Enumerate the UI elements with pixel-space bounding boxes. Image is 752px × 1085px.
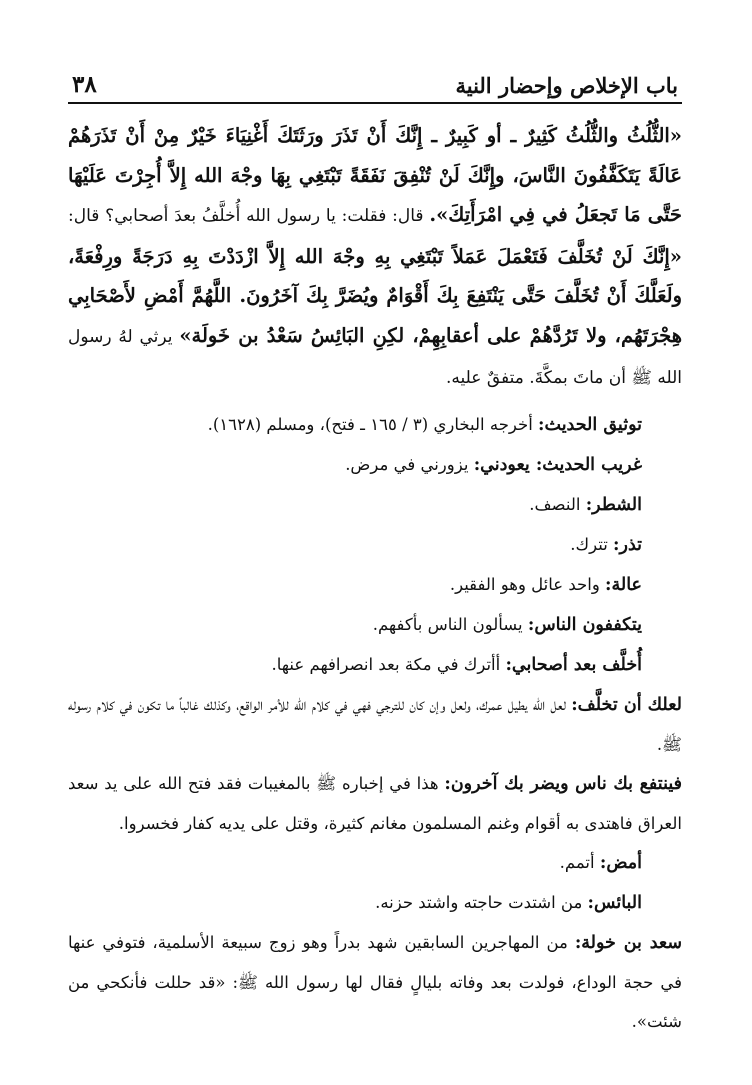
note-term: تذر: [613, 534, 642, 555]
note-text: أتمم. [559, 852, 600, 872]
note-term: البائس: [587, 892, 642, 913]
page-body [68, 116, 682, 1041]
hadith-narration-1: قال: فقلت: يا رسول الله أُخلَّفُ بعدَ أصحابي؟ قال: [68, 206, 430, 226]
note-amdi [68, 843, 682, 883]
note-term: أمض: [599, 852, 642, 873]
note-term: عالة: [605, 574, 642, 595]
note-text: النصف. [529, 494, 586, 514]
hadith-narration-2: يرثي لهُ رسول الله ﷺ أن ماتَ بمكَّةَ. متفقٌ عليه. [68, 326, 682, 388]
note-text: يسألون الناس بأكفهم. [372, 614, 528, 634]
note-term: غريب الحديث: يعودني: [473, 454, 642, 475]
commentary-notes [68, 405, 682, 1041]
note-tadhar [68, 525, 682, 565]
note-text: لعل الله يطيل عمرك، ولعل وإن كان للترجي فهي في كلام الله للأمر الواقع، وكذلك غالباً ما تكون في كلام رسوله ﷺ. [68, 694, 682, 754]
running-title: باب الإخلاص وإحضار النية [455, 73, 678, 98]
note-term: يتكففون الناس: [527, 614, 642, 635]
note-term: لعلك أن تخلَّف: [571, 694, 682, 715]
note-bais [68, 883, 682, 923]
hadith-text [68, 116, 682, 399]
note-gharib [68, 445, 682, 485]
note-text: أخرجه البخاري (٣ / ١٦٥ ـ فتح)، ومسلم (١٦٢٨). [207, 414, 539, 434]
note-text: من اشتدت حاجته واشتد حزنه. [375, 892, 588, 912]
page-number: ٣٨ [72, 71, 97, 98]
note-text: يزورني في مرض. [345, 454, 474, 474]
note-term: توثيق الحديث: [538, 414, 642, 435]
page-header [68, 60, 682, 104]
note-text: واحد عائل وهو الفقير. [449, 574, 606, 594]
note-text: تترك. [570, 534, 614, 554]
note-text: هذا في إخباره ﷺ بالمغيبات فقد فتح الله على يد سعد العراق فاهتدى به أقوام وغنم المسلمون مغانم كثيرة، وقتل على يديه كفار فخسروا. [68, 773, 682, 833]
note-laallaka [68, 685, 682, 764]
hadith-part-2: «إِنَّكَ لَنْ تُخَلَّفَ فَتَعْمَلَ عَمَلاً تَبْتَغِي بِهِ وجْهَ الله إِلاَّ ازْدَدْتَ بِهِ دَرَجَةً ورِفْعَةً، ولَعَلَّكَ أَنْ تُخَلَّفَ حَتَّى يَنْتَفِعَ بِكَ أَقْوَامٌ ويُضَرَّ بِكَ آخَرُونَ. اللَّهُمَّ أَمْضِ لأَصْحَابِي هِجْرَتَهُم، ولا تَرُدَّهُمْ على أعقابِهِمْ، لكِنِ البَائِسُ سَعْدُ بن خَولَة» [68, 244, 683, 347]
note-yantafi [68, 764, 682, 843]
note-takhrij [68, 405, 682, 445]
note-text: أأترك في مكة بعد انصرافهم عنها. [271, 654, 506, 674]
hadith-part-1: «الثُّلُثُ والثُّلُثُ كَثِيرٌ ـ أو كَبِيرٌ ـ إِنَّكَ أَنْ تَذَرَ ورَثَتَكَ أَغْنِيَاءَ خَيْرٌ مِنْ أَنْ تَذَرَهُمْ عَالَةً يَتَكَفَّفُونَ النَّاسَ، وإِنَّكَ لَنْ تُنْفِقَ نَفَقَةً تَبْتَغِي بِهَا وجْهَ الله إِلاَّ أُجِرْتَ عَلَيْهَا حَتَّى مَا تَجعَلُ في فِي امْرَأَتِكَ». [68, 124, 682, 226]
note-term: الشطر: [585, 494, 642, 515]
note-term: أُخلَّف بعد أصحابي: [505, 654, 642, 675]
note-text: من المهاجرين السابقين شهد بدراً وهو زوج سبيعة الأسلمية، فتوفي عنها في حجة الوداع، فولدت بعد وفاته بليالٍ فقال لها رسول الله ﷺ: «قد حللت فأنكحي من شئت». [68, 932, 682, 1031]
note-aala [68, 565, 682, 605]
note-term: فينتفع بك ناس ويضر بك آخرون: [444, 773, 682, 794]
note-shatr [68, 485, 682, 525]
note-ukhallaf [68, 645, 682, 685]
note-saad [68, 923, 682, 1041]
note-yatakaffafun [68, 605, 682, 645]
note-term: سعد بن خولة: [574, 932, 682, 953]
